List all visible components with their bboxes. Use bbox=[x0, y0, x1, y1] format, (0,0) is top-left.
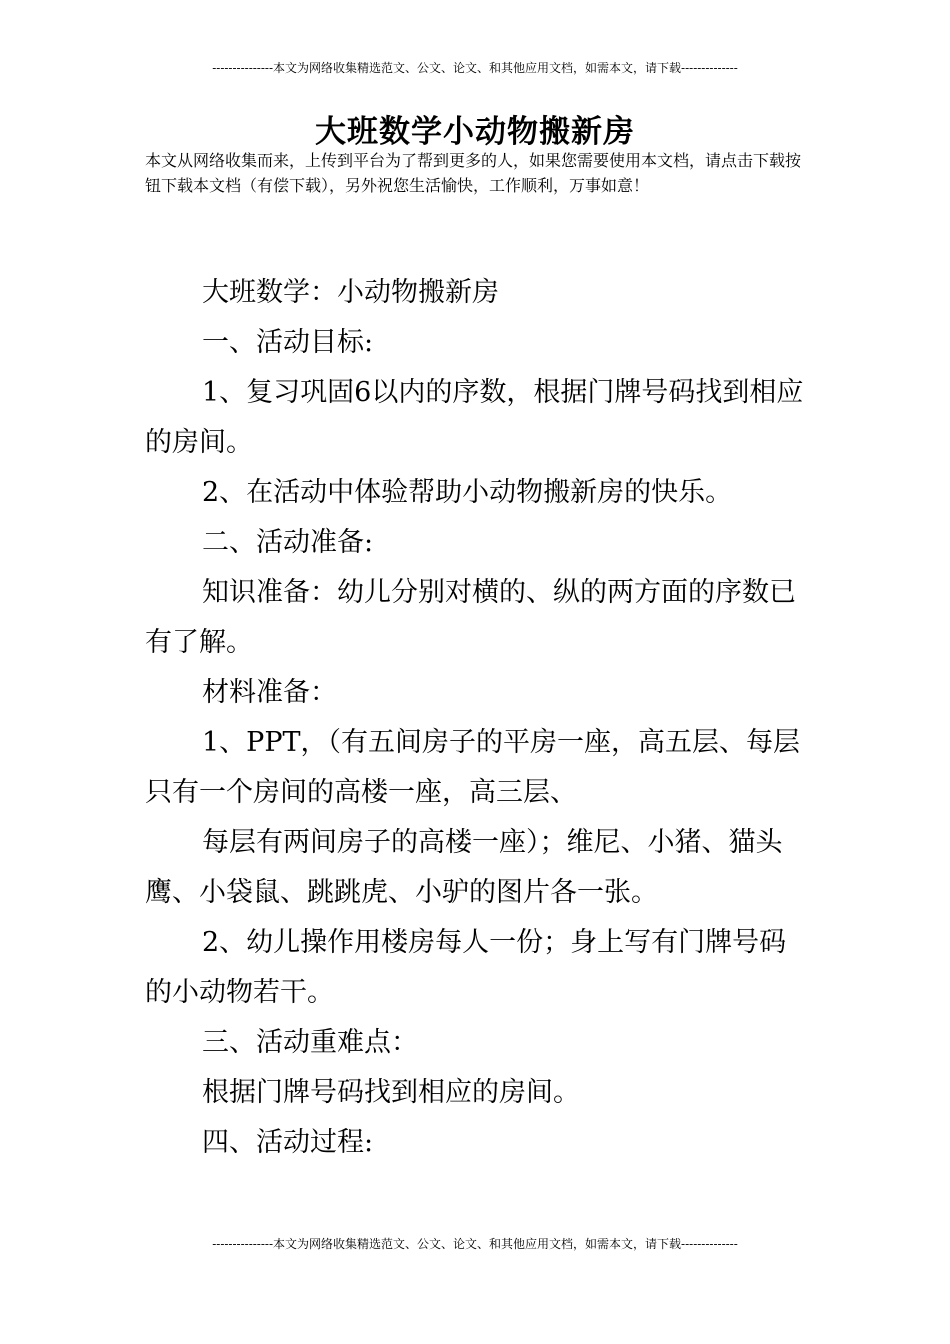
body-paragraph: 根据门牌号码找到相应的房间。 bbox=[202, 1077, 580, 1108]
body-paragraph: 大班数学：小动物搬新房 bbox=[202, 277, 499, 308]
body-paragraph: 每层有两间房子的高楼一座）；维尼、小猪、猫头鹰、小袋鼠、跳跳虎、小驴的图片各一张。 bbox=[145, 827, 783, 908]
body-paragraph: 1、PPT，（有五间房子的平房一座，高五层、每层只有一个房间的高楼一座，高三层、 bbox=[145, 727, 801, 808]
body-paragraph: 材料准备： bbox=[202, 677, 337, 708]
body-paragraph: 2、幼儿操作用楼房每人一份；身上写有门牌号码的小动物若干。 bbox=[145, 927, 787, 1008]
intro-text: 本文从网络收集而来，上传到平台为了帮到更多的人，如果您需要使用本文档，请点击下载按钮下载本文档（有偿下载），另外祝您生活愉快，工作顺利，万事如意！ bbox=[145, 151, 802, 195]
body-paragraph: 四、活动过程: bbox=[202, 1127, 374, 1158]
body-paragraph: 三、活动重难点： bbox=[202, 1027, 418, 1058]
body-paragraph: 知识准备：幼儿分别对横的、纵的两方面的序数已有了解。 bbox=[145, 577, 796, 658]
page-title: 大班数学小动物搬新房 bbox=[315, 113, 635, 150]
body-paragraph: 2、在活动中体验帮助小动物搬新房的快乐。 bbox=[202, 477, 733, 508]
footer-banner: ---------------本文为网络收集精选范文、公文、论文、和其他应用文档，如需本文，请下载-------------- bbox=[212, 1237, 738, 1251]
body-paragraph: 二、活动准备: bbox=[202, 527, 374, 558]
header-banner: ---------------本文为网络收集精选范文、公文、论文、和其他应用文档，如需本文，请下载-------------- bbox=[212, 61, 738, 75]
body-paragraph: 1、复习巩固6以内的序数，根据门牌号码找到相应的房间。 bbox=[145, 377, 804, 458]
body-paragraph: 一、活动目标: bbox=[202, 327, 374, 358]
document-body bbox=[145, 268, 810, 1168]
